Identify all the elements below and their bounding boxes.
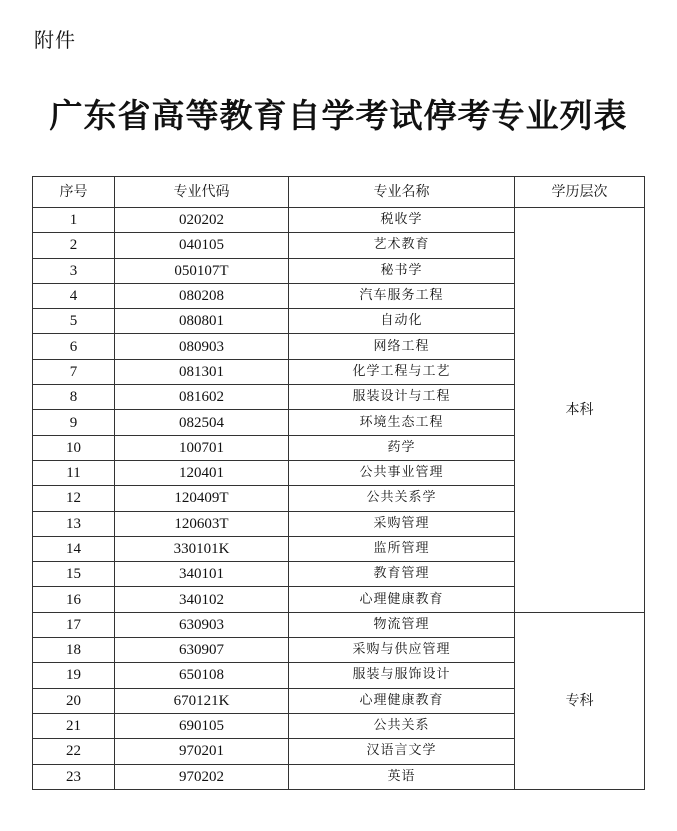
attachment-label: 附件 (34, 28, 76, 52)
cell-code: 970201 (115, 739, 289, 764)
page-title: 广东省高等教育自学考试停考专业列表 (49, 96, 628, 135)
cell-index: 21 (33, 713, 115, 738)
cell-name: 公共关系 (289, 713, 515, 738)
cell-name: 公共关系学 (289, 486, 515, 511)
header-level: 学历层次 (515, 177, 645, 208)
cell-code: 082504 (115, 410, 289, 435)
cell-code: 670121K (115, 688, 289, 713)
cell-code: 330101K (115, 536, 289, 561)
cell-name: 环境生态工程 (289, 410, 515, 435)
cell-code: 081602 (115, 385, 289, 410)
cell-name: 网络工程 (289, 334, 515, 359)
cell-level: 专科 (515, 612, 645, 789)
cell-name: 汉语言文学 (289, 739, 515, 764)
cell-index: 7 (33, 359, 115, 384)
table-row (33, 208, 645, 233)
cell-code: 120401 (115, 460, 289, 485)
table-row (33, 612, 645, 637)
cell-name: 公共事业管理 (289, 460, 515, 485)
cell-name: 心理健康教育 (289, 587, 515, 612)
cell-code: 080801 (115, 309, 289, 334)
cell-name: 采购与供应管理 (289, 638, 515, 663)
cell-code: 340102 (115, 587, 289, 612)
cell-name: 服装与服饰设计 (289, 663, 515, 688)
cell-code: 340101 (115, 562, 289, 587)
cell-index: 13 (33, 511, 115, 536)
cell-index: 23 (33, 764, 115, 789)
cell-index: 19 (33, 663, 115, 688)
cell-name: 艺术教育 (289, 233, 515, 258)
cell-name: 心理健康教育 (289, 688, 515, 713)
cell-code: 100701 (115, 435, 289, 460)
cell-index: 16 (33, 587, 115, 612)
cell-name: 化学工程与工艺 (289, 359, 515, 384)
cell-code: 630907 (115, 638, 289, 663)
cell-name: 教育管理 (289, 562, 515, 587)
cell-name: 汽车服务工程 (289, 283, 515, 308)
cell-index: 18 (33, 638, 115, 663)
cell-code: 080903 (115, 334, 289, 359)
cell-index: 6 (33, 334, 115, 359)
cell-name: 物流管理 (289, 612, 515, 637)
table-header-row (33, 177, 645, 208)
cell-index: 9 (33, 410, 115, 435)
cell-index: 3 (33, 258, 115, 283)
cell-code: 081301 (115, 359, 289, 384)
cell-code: 650108 (115, 663, 289, 688)
cell-index: 22 (33, 739, 115, 764)
cell-name: 英语 (289, 764, 515, 789)
cell-name: 服装设计与工程 (289, 385, 515, 410)
cell-index: 12 (33, 486, 115, 511)
cell-index: 20 (33, 688, 115, 713)
cell-code: 690105 (115, 713, 289, 738)
cell-index: 4 (33, 283, 115, 308)
cell-index: 11 (33, 460, 115, 485)
cell-index: 1 (33, 208, 115, 233)
header-index: 序号 (33, 177, 115, 208)
cell-code: 080208 (115, 283, 289, 308)
cell-code: 970202 (115, 764, 289, 789)
cell-code: 050107T (115, 258, 289, 283)
cell-name: 监所管理 (289, 536, 515, 561)
cell-name: 药学 (289, 435, 515, 460)
table-body (33, 208, 645, 790)
cell-code: 020202 (115, 208, 289, 233)
cell-index: 15 (33, 562, 115, 587)
header-code: 专业代码 (115, 177, 289, 208)
cell-name: 自动化 (289, 309, 515, 334)
header-name: 专业名称 (289, 177, 515, 208)
majors-table (32, 176, 645, 790)
cell-name: 秘书学 (289, 258, 515, 283)
cell-index: 14 (33, 536, 115, 561)
cell-code: 120603T (115, 511, 289, 536)
cell-index: 10 (33, 435, 115, 460)
cell-code: 120409T (115, 486, 289, 511)
cell-index: 8 (33, 385, 115, 410)
cell-name: 采购管理 (289, 511, 515, 536)
cell-level: 本科 (515, 208, 645, 613)
cell-code: 040105 (115, 233, 289, 258)
cell-name: 税收学 (289, 208, 515, 233)
cell-index: 17 (33, 612, 115, 637)
cell-code: 630903 (115, 612, 289, 637)
cell-index: 5 (33, 309, 115, 334)
cell-index: 2 (33, 233, 115, 258)
